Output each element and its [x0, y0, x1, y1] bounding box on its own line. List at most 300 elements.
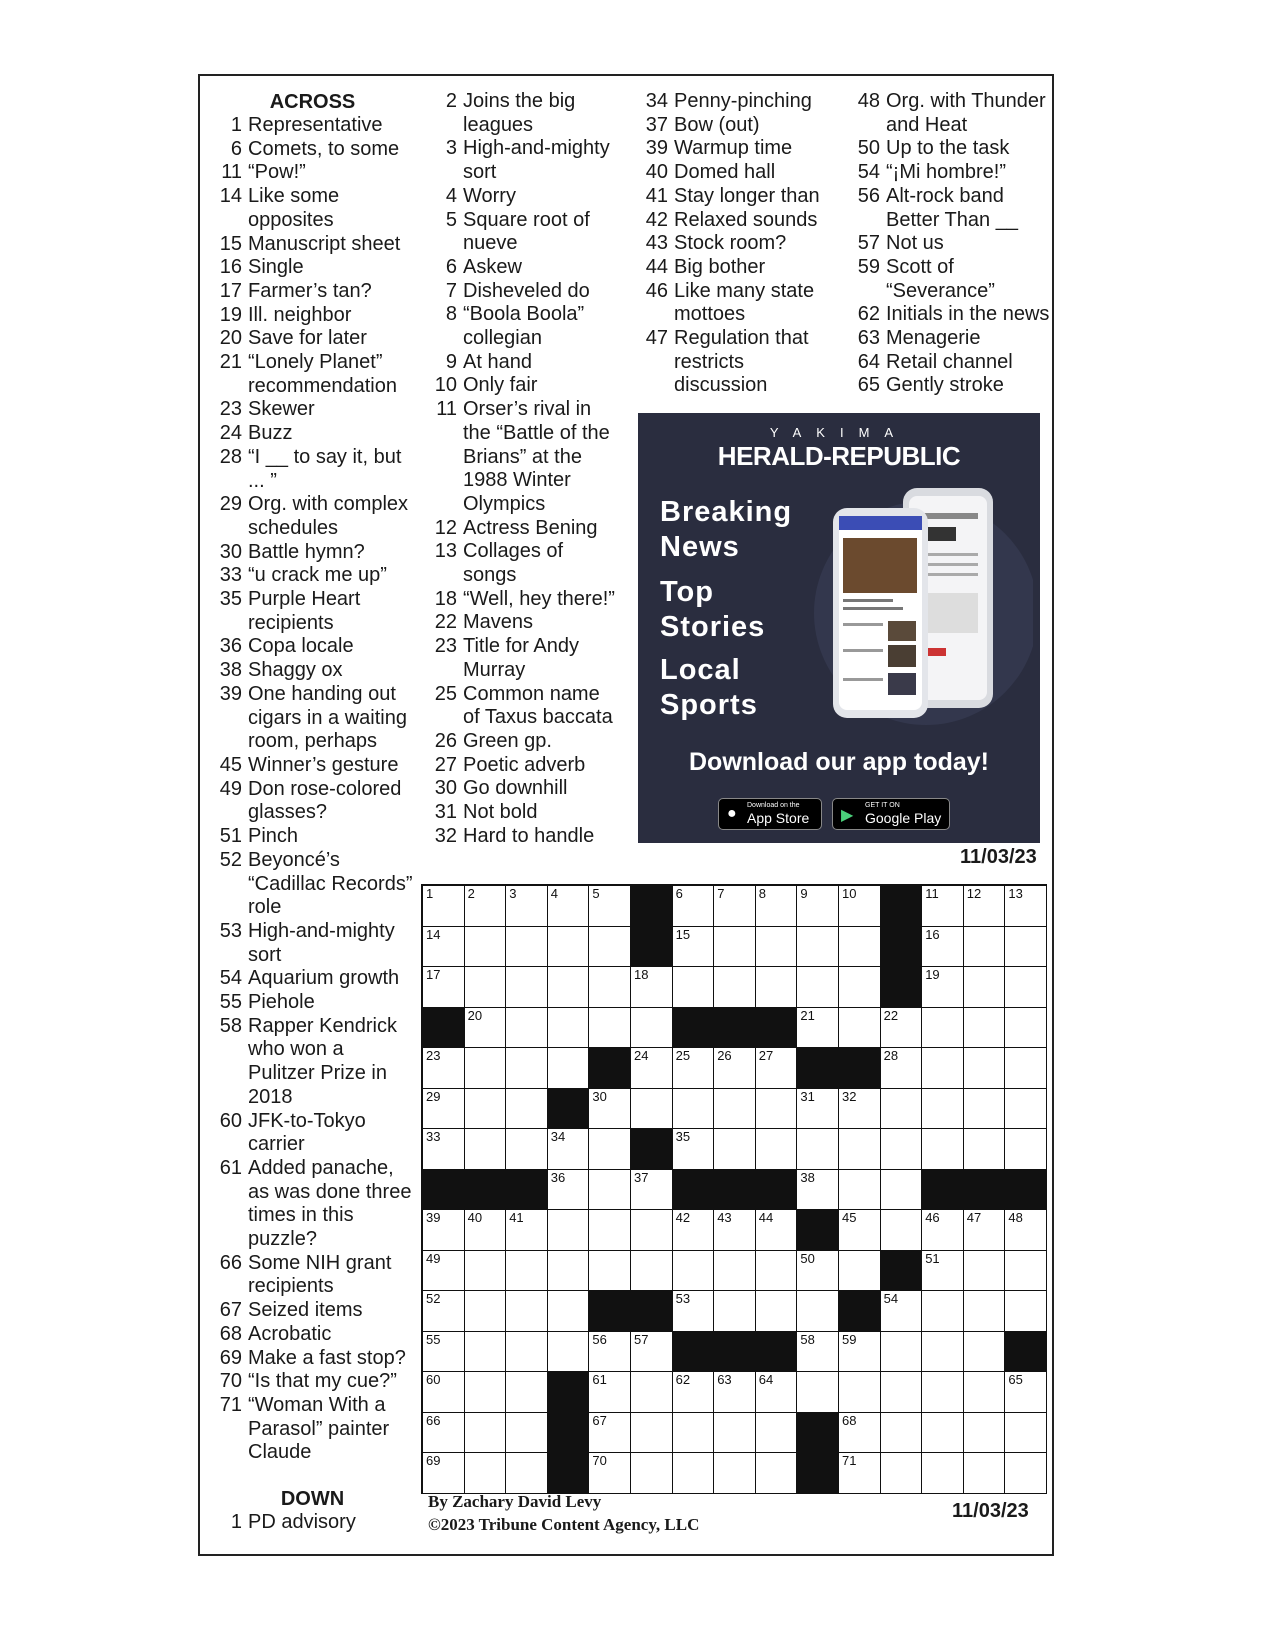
grid-cell[interactable]: [714, 1210, 756, 1251]
grid-cell[interactable]: [465, 1129, 507, 1170]
grid-cell[interactable]: [881, 1170, 923, 1211]
grid-cell[interactable]: [548, 1332, 590, 1373]
clue-number: 54: [219, 967, 242, 990]
ad-brand-logo: HERALD-REPUBLIC: [717, 441, 961, 471]
apple-icon: ●: [727, 805, 737, 822]
clue-number: 15: [219, 232, 242, 255]
google-play-button[interactable]: [832, 798, 950, 830]
clue-number: 63: [857, 327, 880, 350]
grid-cell[interactable]: [465, 1210, 507, 1251]
grid-cell[interactable]: [506, 886, 548, 927]
grid-cell[interactable]: [423, 886, 465, 927]
grid-cell[interactable]: [797, 886, 839, 927]
clue-number: 5: [445, 208, 457, 231]
grid-cell[interactable]: [714, 1048, 756, 1089]
grid-cell[interactable]: [673, 1251, 715, 1292]
grid-cell[interactable]: [922, 927, 964, 968]
clue-number: 37: [645, 113, 668, 136]
clue-column-2: [425, 90, 620, 849]
grid-cell[interactable]: [714, 1251, 756, 1292]
grid-cell[interactable]: [506, 1129, 548, 1170]
grid-cell[interactable]: [964, 1453, 1006, 1494]
grid-cell[interactable]: [506, 1251, 548, 1292]
grid-cell[interactable]: [839, 1453, 881, 1494]
grid-cell[interactable]: [548, 1129, 590, 1170]
grid-cell[interactable]: [1005, 1413, 1047, 1454]
grid-cell[interactable]: [631, 1453, 673, 1494]
grid-cell[interactable]: [881, 1129, 923, 1170]
grid-cell[interactable]: [548, 1291, 590, 1332]
crossword-grid[interactable]: [421, 884, 1047, 1494]
clue-number: 61: [219, 1156, 242, 1179]
grid-cell[interactable]: [922, 1129, 964, 1170]
grid-cell[interactable]: [964, 967, 1006, 1008]
grid-cell[interactable]: [714, 1413, 756, 1454]
grid-cell[interactable]: [673, 927, 715, 968]
grid-cell[interactable]: [881, 1372, 923, 1413]
clue-number: 3: [445, 137, 457, 160]
black-square: [756, 1170, 798, 1211]
grid-cell[interactable]: [589, 967, 631, 1008]
down-clue-8: [425, 303, 620, 350]
app-store-label: App Store: [747, 810, 810, 826]
byline-author: By Zachary David Levy: [428, 1492, 602, 1511]
clue-text: Joins the big leagues: [463, 90, 576, 136]
across-clue-70: [210, 1370, 415, 1394]
cell-number: 43: [717, 1210, 732, 1225]
grid-cell[interactable]: [423, 1048, 465, 1089]
grid-cell[interactable]: [922, 1372, 964, 1413]
clue-text: Common name of Taxus baccata: [463, 682, 613, 729]
ad-feature-2: Top Stories: [660, 576, 766, 643]
clue-number: 32: [434, 824, 457, 847]
clue-number: 28: [219, 445, 242, 468]
black-square: [1005, 1170, 1047, 1211]
grid-cell[interactable]: [548, 1048, 590, 1089]
grid-cell[interactable]: [673, 1413, 715, 1454]
grid-cell[interactable]: [673, 967, 715, 1008]
clue-text: Only fair: [463, 374, 538, 397]
black-square: [714, 1170, 756, 1211]
grid-cell[interactable]: [964, 1251, 1006, 1292]
grid-cell[interactable]: [465, 1291, 507, 1332]
grid-cell[interactable]: [631, 1251, 673, 1292]
cell-number: 14: [426, 926, 441, 942]
clue-text: “Is that my cue?”: [248, 1370, 397, 1393]
cell-number: 6: [675, 886, 683, 901]
black-square: [714, 1332, 756, 1373]
down-clue-13: [425, 540, 620, 587]
grid-cell[interactable]: [423, 967, 465, 1008]
grid-cell[interactable]: [673, 1089, 715, 1130]
ad-city: YAKIMA: [769, 425, 909, 440]
grid-cell[interactable]: [714, 1089, 756, 1130]
grid-cell[interactable]: [714, 886, 756, 927]
grid-cell[interactable]: [548, 967, 590, 1008]
down-clue-46: [636, 280, 836, 327]
grid-cell[interactable]: [797, 1332, 839, 1373]
grid-cell[interactable]: [506, 967, 548, 1008]
grid-cell[interactable]: [465, 1251, 507, 1292]
grid-cell[interactable]: [465, 927, 507, 968]
grid-cell[interactable]: [548, 1251, 590, 1292]
grid-cell[interactable]: [714, 967, 756, 1008]
grid-cell[interactable]: [756, 886, 798, 927]
grid-cell[interactable]: [839, 1210, 881, 1251]
grid-cell[interactable]: [756, 1453, 798, 1494]
grid-cell[interactable]: [756, 1048, 798, 1089]
clue-number: 9: [445, 350, 457, 373]
cell-number: 2: [467, 886, 475, 901]
grid-cell[interactable]: [922, 1210, 964, 1251]
grid-cell[interactable]: [465, 1453, 507, 1494]
clue-number: 13: [434, 540, 457, 563]
down-clue-9: [425, 351, 620, 375]
grid-cell[interactable]: [964, 1048, 1006, 1089]
grid-cell[interactable]: [797, 967, 839, 1008]
grid-cell[interactable]: [797, 1170, 839, 1211]
grid-cell[interactable]: [1005, 1008, 1047, 1049]
date-top: 11/03/23: [960, 846, 1037, 868]
grid-cell[interactable]: [881, 1413, 923, 1454]
grid-cell[interactable]: [423, 1291, 465, 1332]
grid-cell[interactable]: [589, 927, 631, 968]
cell-number: 34: [550, 1129, 566, 1144]
clue-number: 22: [434, 611, 457, 634]
grid-cell[interactable]: [714, 1453, 756, 1494]
grid-cell[interactable]: [506, 1413, 548, 1454]
grid-cell[interactable]: [881, 1453, 923, 1494]
grid-cell[interactable]: [465, 1089, 507, 1130]
black-square: [839, 1291, 881, 1332]
clue-number: 29: [219, 493, 242, 516]
grid-cell[interactable]: [589, 1251, 631, 1292]
grid-cell[interactable]: [756, 967, 798, 1008]
grid-cell[interactable]: [756, 1413, 798, 1454]
black-square: [423, 1008, 465, 1049]
grid-cell[interactable]: [631, 1332, 673, 1373]
grid-cell[interactable]: [589, 1089, 631, 1130]
down-clue-48: [848, 90, 1053, 137]
grid-cell[interactable]: [673, 1291, 715, 1332]
grid-cell[interactable]: [548, 927, 590, 968]
black-square: [673, 1170, 715, 1211]
grid-cell[interactable]: [673, 886, 715, 927]
grid-cell[interactable]: [964, 1413, 1006, 1454]
grid-cell[interactable]: [797, 1291, 839, 1332]
grid-cell[interactable]: [797, 1129, 839, 1170]
grid-cell[interactable]: [1005, 927, 1047, 968]
grid-cell[interactable]: [673, 1129, 715, 1170]
grid-cell[interactable]: [631, 1210, 673, 1251]
grid-cell[interactable]: [964, 1089, 1006, 1130]
cell-number: 23: [426, 1048, 441, 1063]
grid-cell[interactable]: [922, 1453, 964, 1494]
grid-cell[interactable]: [964, 1332, 1006, 1373]
down-clue-10: [425, 374, 620, 398]
across-clue-54: [210, 967, 415, 991]
grid-cell[interactable]: [1005, 1210, 1047, 1251]
grid-cell[interactable]: [465, 967, 507, 1008]
across-clue-24: [210, 422, 415, 446]
black-square: [881, 886, 923, 927]
grid-cell[interactable]: [839, 1008, 881, 1049]
clue-number: 62: [857, 303, 880, 326]
grid-cell[interactable]: [506, 1210, 548, 1251]
grid-cell[interactable]: [423, 927, 465, 968]
grid-cell[interactable]: [506, 1089, 548, 1130]
grid-cell[interactable]: [714, 1372, 756, 1413]
grid-cell[interactable]: [922, 886, 964, 927]
cell-number: 27: [758, 1048, 774, 1063]
clue-text: Gently stroke: [886, 374, 1004, 397]
clue-text: Seized items: [248, 1299, 363, 1322]
black-square: [714, 1008, 756, 1049]
grid-cell[interactable]: [714, 1129, 756, 1170]
grid-cell[interactable]: [1005, 1048, 1047, 1089]
grid-cell[interactable]: [964, 1008, 1006, 1049]
across-clue-51: [210, 825, 415, 849]
grid-cell[interactable]: [964, 1210, 1006, 1251]
grid-cell[interactable]: [589, 1129, 631, 1170]
cell-number: 13: [1008, 886, 1023, 901]
grid-cell[interactable]: [673, 1372, 715, 1413]
grid-cell[interactable]: [797, 927, 839, 968]
grid-cell[interactable]: [1005, 1453, 1047, 1494]
grid-cell[interactable]: [881, 1048, 923, 1089]
app-advertisement[interactable]: [638, 413, 1040, 843]
grid-cell[interactable]: [839, 1251, 881, 1292]
clue-number: 14: [219, 185, 242, 208]
grid-cell[interactable]: [756, 1291, 798, 1332]
grid-cell[interactable]: [839, 1413, 881, 1454]
grid-cell[interactable]: [1005, 1291, 1047, 1332]
across-clue-58: [210, 1015, 415, 1110]
grid-cell[interactable]: [756, 1089, 798, 1130]
grid-cell[interactable]: [548, 886, 590, 927]
down-header: DOWN: [280, 1488, 345, 1511]
clue-number: 71: [219, 1393, 242, 1416]
clue-text: Stay longer than: [674, 184, 820, 207]
grid-cell[interactable]: [797, 1089, 839, 1130]
grid-cell[interactable]: [465, 1413, 507, 1454]
black-square: [797, 1413, 839, 1454]
grid-cell[interactable]: [714, 927, 756, 968]
grid-cell[interactable]: [506, 1332, 548, 1373]
grid-cell[interactable]: [922, 1291, 964, 1332]
clue-text: Actress Bening: [463, 516, 598, 539]
grid-cell[interactable]: [714, 1291, 756, 1332]
clue-text: Acrobatic: [248, 1322, 332, 1345]
grid-cell[interactable]: [922, 1008, 964, 1049]
grid-cell[interactable]: [465, 1332, 507, 1373]
grid-cell[interactable]: [839, 1089, 881, 1130]
date-bottom: 11/03/23: [952, 1500, 1029, 1522]
grid-cell[interactable]: [922, 1251, 964, 1292]
grid-cell[interactable]: [548, 1210, 590, 1251]
cell-number: 50: [800, 1250, 815, 1266]
grid-cell[interactable]: [631, 1372, 673, 1413]
grid-cell[interactable]: [881, 1008, 923, 1049]
black-square: [423, 1170, 465, 1211]
grid-cell[interactable]: [673, 1453, 715, 1494]
grid-cell[interactable]: [922, 967, 964, 1008]
across-clue-6: [210, 138, 415, 162]
grid-cell[interactable]: [797, 1008, 839, 1049]
grid-cell[interactable]: [756, 1210, 798, 1251]
down-clue-26: [425, 730, 620, 754]
grid-cell[interactable]: [589, 1453, 631, 1494]
grid-cell[interactable]: [756, 1129, 798, 1170]
clue-text: Poetic adverb: [463, 753, 586, 776]
grid-cell[interactable]: [423, 1413, 465, 1454]
clue-number: 35: [219, 588, 242, 611]
grid-cell[interactable]: [881, 1210, 923, 1251]
grid-cell[interactable]: [839, 1372, 881, 1413]
cell-number: 45: [842, 1210, 857, 1225]
cell-number: 28: [883, 1048, 899, 1063]
grid-cell[interactable]: [839, 1332, 881, 1373]
grid-cell[interactable]: [881, 1089, 923, 1130]
grid-cell[interactable]: [631, 1413, 673, 1454]
clue-number: 39: [645, 137, 668, 160]
clue-text: Save for later: [248, 327, 367, 350]
across-clue-60: [210, 1110, 415, 1157]
grid-cell[interactable]: [423, 1372, 465, 1413]
grid-cell[interactable]: [423, 1453, 465, 1494]
clue-text: Penny-pinching: [674, 90, 812, 112]
clue-number: 58: [219, 1014, 242, 1037]
clue-number: 1: [230, 114, 242, 136]
grid-cell[interactable]: [797, 1372, 839, 1413]
grid-cell[interactable]: [423, 1089, 465, 1130]
grid-cell[interactable]: [506, 1291, 548, 1332]
grid-cell[interactable]: [964, 886, 1006, 927]
grid-cell[interactable]: [964, 1129, 1006, 1170]
grid-cell[interactable]: [673, 1210, 715, 1251]
clue-text: Added panache, as was done three times in this puzzle?: [248, 1156, 412, 1251]
clue-text: Disheveled do: [463, 279, 590, 302]
grid-cell[interactable]: [964, 1372, 1006, 1413]
grid-cell[interactable]: [548, 1008, 590, 1049]
down-clue-44: [636, 256, 836, 280]
clue-number: 19: [219, 303, 242, 326]
grid-cell[interactable]: [839, 967, 881, 1008]
down-clue-41: [636, 185, 836, 209]
grid-cell[interactable]: [465, 1008, 507, 1049]
clue-text: At hand: [463, 350, 532, 373]
grid-cell[interactable]: [1005, 1251, 1047, 1292]
cell-number: 71: [842, 1453, 857, 1468]
grid-cell[interactable]: [589, 1332, 631, 1373]
grid-cell[interactable]: [589, 1413, 631, 1454]
cell-number: 64: [758, 1372, 774, 1387]
black-square: [881, 927, 923, 968]
across-clue-61: [210, 1157, 415, 1252]
app-store-button[interactable]: [718, 798, 822, 830]
grid-cell[interactable]: [839, 1170, 881, 1211]
google-play-icon: ▶: [841, 807, 854, 824]
grid-cell[interactable]: [1005, 1129, 1047, 1170]
grid-cell[interactable]: [506, 1008, 548, 1049]
grid-cell[interactable]: [465, 886, 507, 927]
grid-cell[interactable]: [589, 1372, 631, 1413]
grid-cell[interactable]: [589, 886, 631, 927]
grid-cell[interactable]: [423, 1332, 465, 1373]
grid-cell[interactable]: [756, 1372, 798, 1413]
grid-cell[interactable]: [1005, 886, 1047, 927]
grid-cell[interactable]: [673, 1048, 715, 1089]
black-square: [881, 967, 923, 1008]
grid-cell[interactable]: [589, 1210, 631, 1251]
grid-cell[interactable]: [631, 1089, 673, 1130]
grid-cell[interactable]: [423, 1129, 465, 1170]
clue-number: 43: [645, 232, 668, 255]
grid-cell[interactable]: [548, 1170, 590, 1211]
grid-cell[interactable]: [631, 1170, 673, 1211]
grid-cell[interactable]: [756, 927, 798, 968]
grid-cell[interactable]: [756, 1251, 798, 1292]
grid-cell[interactable]: [797, 1251, 839, 1292]
grid-cell[interactable]: [881, 1332, 923, 1373]
clue-number: 53: [219, 919, 242, 942]
down-clue-31: [425, 801, 620, 825]
down-clue-7: [425, 280, 620, 304]
grid-cell[interactable]: [465, 1372, 507, 1413]
cell-number: 19: [925, 967, 940, 982]
grid-cell[interactable]: [506, 1048, 548, 1089]
grid-cell[interactable]: [922, 1089, 964, 1130]
grid-cell[interactable]: [506, 1453, 548, 1494]
grid-cell[interactable]: [465, 1048, 507, 1089]
grid-cell[interactable]: [631, 1048, 673, 1089]
grid-cell[interactable]: [881, 1291, 923, 1332]
grid-cell[interactable]: [839, 886, 881, 927]
clue-column-1: [210, 90, 415, 1535]
clue-text: Retail channel: [886, 350, 1013, 373]
grid-cell[interactable]: [423, 1210, 465, 1251]
grid-cell[interactable]: [506, 927, 548, 968]
clue-column-3: [636, 90, 836, 398]
clue-number: 8: [445, 303, 457, 326]
grid-cell[interactable]: [922, 1413, 964, 1454]
clue-number: 45: [219, 753, 242, 776]
cell-number: 62: [675, 1372, 691, 1387]
grid-cell[interactable]: [964, 927, 1006, 968]
grid-cell[interactable]: [839, 1129, 881, 1170]
across-clue-69: [210, 1347, 415, 1371]
grid-cell[interactable]: [839, 927, 881, 968]
grid-cell[interactable]: [922, 1332, 964, 1373]
black-square: [465, 1170, 507, 1211]
grid-cell[interactable]: [423, 1251, 465, 1292]
grid-cell[interactable]: [1005, 1372, 1047, 1413]
grid-cell[interactable]: [922, 1048, 964, 1089]
cell-number: 41: [509, 1210, 524, 1225]
cell-number: 56: [592, 1331, 607, 1347]
grid-cell[interactable]: [631, 1008, 673, 1049]
grid-cell[interactable]: [589, 1008, 631, 1049]
grid-cell[interactable]: [506, 1372, 548, 1413]
grid-cell[interactable]: [964, 1291, 1006, 1332]
grid-cell[interactable]: [631, 967, 673, 1008]
clue-text: Askew: [463, 255, 522, 278]
grid-cell[interactable]: [1005, 967, 1047, 1008]
grid-cell[interactable]: [1005, 1089, 1047, 1130]
cell-number: 53: [675, 1291, 691, 1306]
grid-cell[interactable]: [589, 1170, 631, 1211]
cell-number: 54: [883, 1291, 899, 1306]
